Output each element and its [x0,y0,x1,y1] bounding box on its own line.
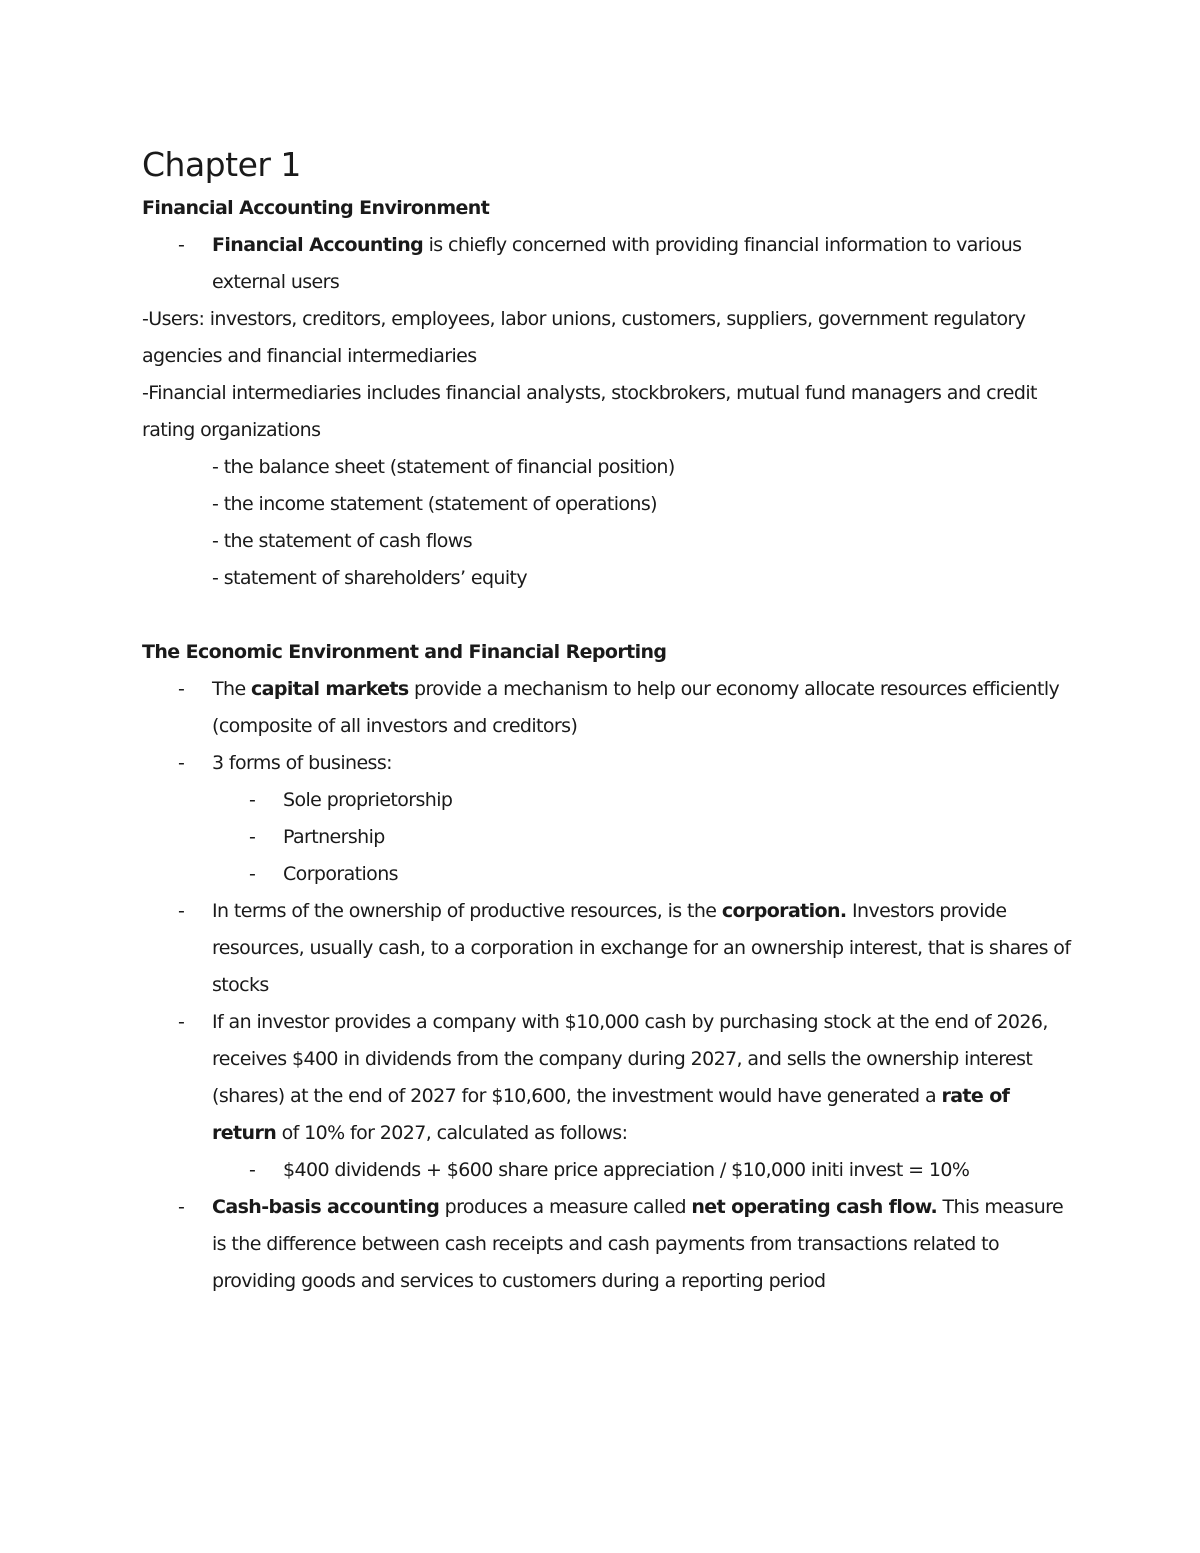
paragraph-financial-intermediaries: -Financial intermediaries includes financial analysts, stockbrokers, mutual fund managers and credit rating organizations [142,382,1037,441]
section-heading-economic-environment: The Economic Environment and Financial Reporting [142,641,667,663]
list-item-text: 3 forms of business: [212,752,392,774]
bullet-dash: - [178,678,185,700]
bullet-dash: - [178,752,185,774]
list-item-text: Investors provide resources, usually cash, to a corporation in exchange for an ownership interest, that is shares of stocks [212,900,1071,996]
bullet-dash: - [249,863,256,885]
bullet-dash: - [178,1196,185,1218]
bold-term: corporation. [721,900,847,922]
list-item-text: produces a measure called [439,1196,692,1218]
list-item-text: of 10% for 2027, calculated as follows: [276,1122,628,1144]
sub-list-item-corporations [142,856,1072,893]
list-item-text: is chiefly concerned with providing financial information to various external users [212,234,1022,293]
bold-term: net operating cash flow. [691,1196,938,1218]
sub-list-item-sole-proprietorship [142,782,1072,819]
bullet-dash: - [178,234,185,256]
list-item-text: Sole proprietorship [283,789,453,811]
bold-term: capital markets [250,678,409,700]
list-item-text: In terms of the ownership of productive resources, is the [212,900,722,922]
list-item-text: Partnership [283,826,385,848]
list-item-text: If an investor provides a company with $10,000 cash by purchasing stock at the end of 2026, receives $400 in dividends from the company during 2027, and sells the ownership interest (shares) at the end of 2027 for $10,600, the investment would have generated a [212,1011,1048,1107]
list-item-cash-basis-accounting [142,1189,1072,1300]
list-item-text: The [212,678,251,700]
bullet-dash: - [249,789,256,811]
list-item-text: $400 dividends + $600 share price appreciation / $10,000 initi invest = 10% [283,1159,970,1181]
bold-term: Cash-basis accounting [212,1196,440,1218]
list-item-text: This measure is the difference between cash receipts and cash payments from transactions related to providing goods and services to customers during a reporting period [212,1196,1064,1292]
statement-item: - the income statement (statement of operations) [212,493,657,515]
chapter-title: Chapter 1 [142,145,301,184]
list-item-capital-markets [142,671,1072,745]
blank-line [142,597,1072,634]
list-item-corporation-ownership [142,893,1072,1004]
list-item-text: Corporations [283,863,398,885]
bullet-dash: - [249,826,256,848]
document-page [142,140,1072,1300]
statement-item: - statement of shareholders’ equity [212,567,528,589]
bullet-dash: - [178,1011,185,1033]
list-item-forms-of-business [142,745,1072,782]
statement-item: - the balance sheet (statement of financial position) [212,456,675,478]
list-item-financial-accounting-definition [142,227,1072,301]
sub-list-item-partnership [142,819,1072,856]
statement-item: - the statement of cash flows [212,530,473,552]
list-item-rate-of-return-example [142,1004,1072,1152]
bold-term: rate of return [212,1085,1010,1144]
bullet-dash: - [178,900,185,922]
list-item-text: provide a mechanism to help our economy allocate resources efficiently (composite of all investors and creditors) [212,678,1060,737]
section-heading-financial-accounting-environment: Financial Accounting Environment [142,197,490,219]
bullet-dash: - [249,1159,256,1181]
paragraph-users: -Users: investors, creditors, employees, labor unions, customers, suppliers, government regulatory agencies and financial intermediaries [142,308,1026,367]
sub-list-item-calculation [142,1152,1072,1189]
bold-term: Financial Accounting [212,234,424,256]
